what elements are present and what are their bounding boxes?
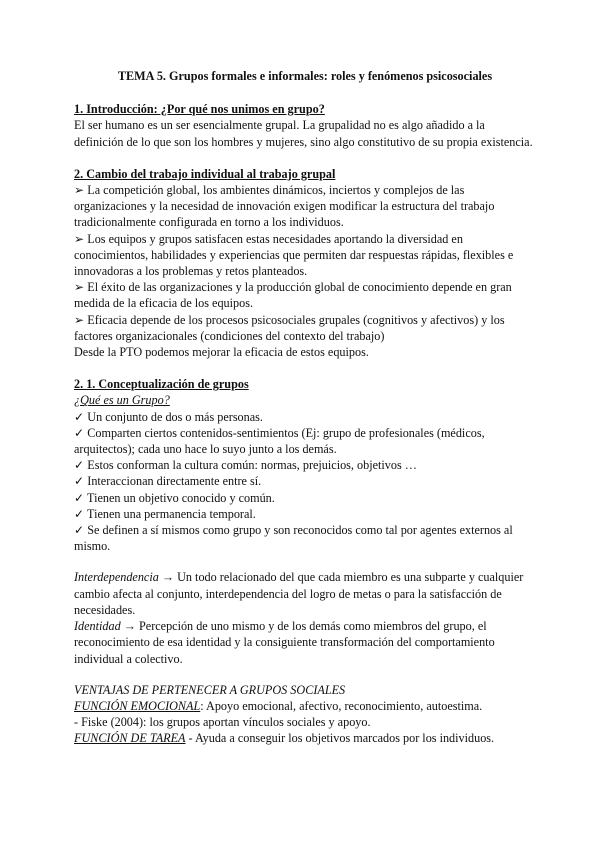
section-cambio-trabajo bbox=[74, 166, 536, 360]
bullet-item: ➢ El éxito de las organizaciones y la producción global de conocimiento depende en gran medida de la eficacia de los equipos. bbox=[74, 280, 512, 311]
arrow-bullet-icon: ➢ bbox=[74, 280, 85, 295]
check-icon: ✓ bbox=[74, 474, 85, 489]
check-icon: ✓ bbox=[74, 523, 85, 538]
section-introduccion bbox=[74, 101, 536, 150]
check-icon: ✓ bbox=[74, 458, 85, 473]
check-item: ✓ Interaccionan directamente entre sí. bbox=[74, 474, 262, 489]
check-item: ✓ Un conjunto de dos o más personas. bbox=[74, 409, 263, 424]
spacer bbox=[74, 554, 536, 569]
check-item: ✓ Se definen a sí mismos como grupo y son reconocidos como tal por agentes externos al mismo. bbox=[74, 523, 513, 554]
function-term: FUNCIÓN DE TAREA bbox=[74, 731, 186, 746]
function-term: FUNCIÓN EMOCIONAL bbox=[74, 698, 201, 713]
check-icon: ✓ bbox=[74, 425, 85, 440]
check-item: ✓ Tienen una permanencia temporal. bbox=[74, 506, 256, 521]
definition-interdependencia: Interdependencia → Un todo relacionado del que cada miembro es una subparte y cualquier cambio afecta al conjunto, interdependencia del logro de metas o para la satisfacción de necesidades. bbox=[74, 570, 524, 617]
arrow-bullet-icon: ➢ bbox=[74, 183, 85, 198]
section-heading: 1. Introducción: ¿Por qué nos unimos en grupo? bbox=[74, 102, 325, 117]
check-icon: ✓ bbox=[74, 490, 85, 505]
bullet-item: ➢ La competición global, los ambientes dinámicos, inciertos y complejos de las organizaciones y la necesidad de innovación exigen modificar la estructura del trabajo tradicionalmente configurada en torno a los individuos. bbox=[74, 183, 495, 230]
arrow-bullet-icon: ➢ bbox=[74, 231, 85, 246]
function-tarea: FUNCIÓN DE TAREA - Ayuda a conseguir los objetivos marcados por los individuos. bbox=[74, 731, 495, 746]
section-heading: 2. Cambio del trabajo individual al trabajo grupal bbox=[74, 166, 336, 181]
check-item: ✓ Estos conforman la cultura común: normas, prejuicios, objetivos … bbox=[74, 458, 417, 473]
check-item: ✓ Comparten ciertos contenidos-sentimientos (Ej: grupo de profesionales (médicos, arquitectos); cada uno hace lo suyo junto a los demás. bbox=[74, 425, 485, 457]
check-icon: ✓ bbox=[74, 506, 85, 521]
fiske-note: - Fiske (2004): los grupos aportan vínculos sociales y apoyo. bbox=[74, 715, 371, 730]
definition-term: Interdependencia bbox=[74, 570, 159, 585]
ventajas-heading: VENTAJAS DE PERTENECER A GRUPOS SOCIALES bbox=[74, 682, 346, 697]
document-content bbox=[74, 68, 536, 747]
function-emocional: FUNCIÓN EMOCIONAL: Apoyo emocional, afectivo, reconocimiento, autoestima. bbox=[74, 698, 483, 713]
paragraph: El ser humano es un ser esencialmente grupal. La grupalidad no es algo añadido a la definición de lo que son los hombres y mujeres, sino algo constitutivo de su propia existencia. bbox=[74, 118, 533, 149]
section-heading: 2. 1. Conceptualización de grupos bbox=[74, 377, 249, 392]
bullet-item: ➢ Los equipos y grupos satisfacen estas necesidades aportando la diversidad en conocimientos, habilidades y experiencias que permiten dar respuestas rápidas, flexibles e innovadoras a los problemas y retos planteados. bbox=[74, 231, 514, 279]
paragraph: Desde la PTO podemos mejorar la eficacia de estos equipos. bbox=[74, 345, 369, 360]
definition-identidad: Identidad → Percepción de uno mismo y de los demás como miembros del grupo, el reconocimiento de esa identidad y la consiguiente transformación del comportamiento individual a colectivo. bbox=[74, 619, 495, 666]
arrow-bullet-icon: ➢ bbox=[74, 312, 85, 327]
check-icon: ✓ bbox=[74, 409, 85, 424]
spacer bbox=[74, 667, 536, 682]
section-conceptualizacion bbox=[74, 376, 536, 746]
definition-term: Identidad bbox=[74, 619, 121, 634]
bullet-item: ➢ Eficacia depende de los procesos psicosociales grupales (cognitivos y afectivos) y los factores organizacionales (condiciones del contexto del trabajo) bbox=[74, 312, 505, 343]
check-item: ✓ Tienen un objetivo conocido y común. bbox=[74, 490, 275, 505]
document-title: TEMA 5. Grupos formales e informales: roles y fenómenos psicosociales bbox=[117, 69, 493, 83]
subheading-question: ¿Qué es un Grupo? bbox=[74, 393, 170, 408]
